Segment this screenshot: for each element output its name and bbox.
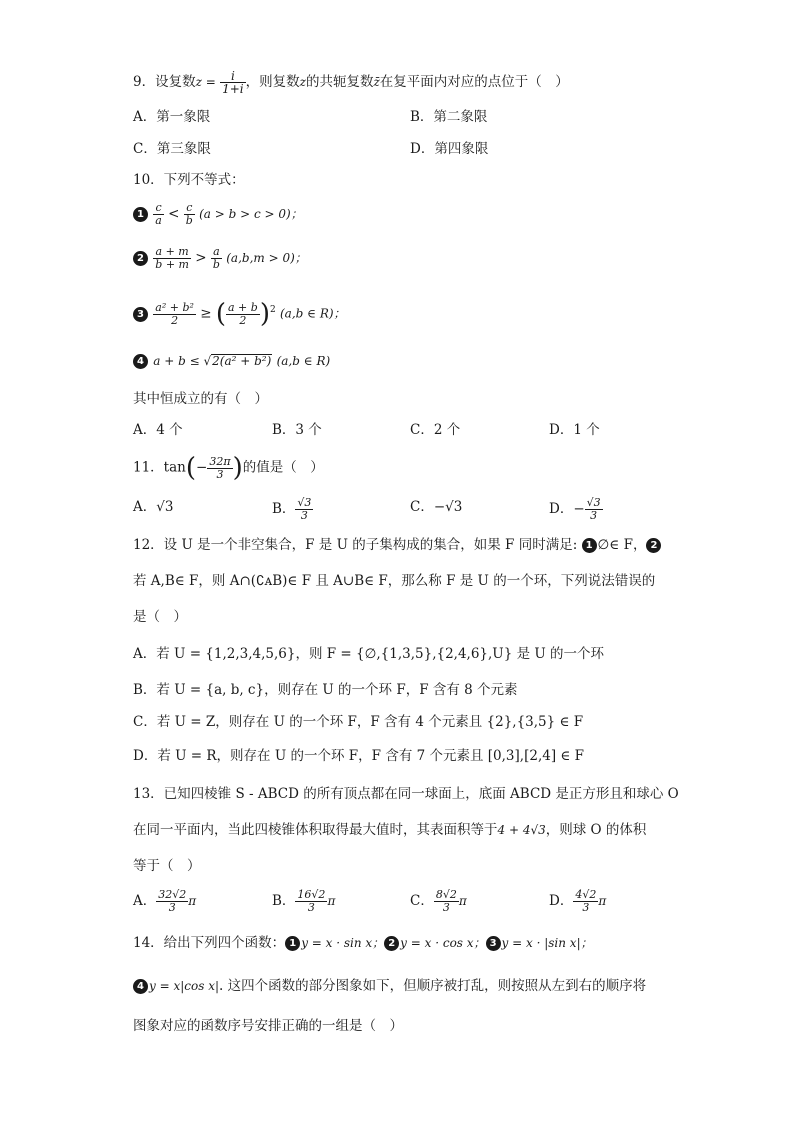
q11-option-c[interactable]: C．−√3	[410, 499, 463, 515]
q12-line-1: 12．设 U 是一个非空集合，F 是 U 的子集构成的集合，如果 F 同时满足: 1 ∅∈ F， 2	[133, 535, 662, 555]
q10-stem: 10．下列不等式：	[133, 172, 245, 188]
q13-line-2: 在同一平面内，当此四棱锥体积取得最大值时，其表面积等于4 + 4√3，则球 O 的体积	[133, 822, 647, 838]
q12-option-c[interactable]: C．若 U = Z，则存在 U 的一个环 F，F 含有 4 个元素且 {2},{3,5} ∈ F	[133, 714, 584, 730]
q10-option-b[interactable]: B．3 个	[272, 422, 322, 438]
q12-line-3: 是（ ）	[133, 609, 187, 625]
q11-option-a[interactable]: A．√3	[133, 499, 174, 515]
q12-line-2: 若 A,B∈ F，则 A∩(∁ᴀB)∈ F 且 A∪B∈ F，那么称 F 是 U 的一个环，下列说法错误的	[133, 573, 656, 589]
q11-stem: 11．tan(− $\frac{32\pi}{3}$ )的值是（ ）	[133, 453, 324, 483]
q10-option-d[interactable]: D．1 个	[549, 422, 600, 438]
q9-option-b[interactable]: B．第二象限	[410, 109, 488, 125]
q12-option-b[interactable]: B．若 U = {a, b, c}，则存在 U 的一个环 F，F 含有 8 个元素	[133, 682, 518, 698]
q10-item-1: 1 $\frac{c}{a}$ < $\frac{c}{b}$ (a > b > c > 0)；	[133, 202, 303, 227]
q13-line-1: 13．已知四棱锥 S - ABCD 的所有顶点都在同一球面上，底面 ABCD 是正方形且和球心 O	[133, 786, 679, 802]
q9-stem: 9．设复数z = $\frac{i}{1+i}$ ，则复数z的共轭复数z̄在复平面内对应的点位于（ ）	[133, 69, 569, 96]
q10-option-c[interactable]: C．2 个	[410, 422, 461, 438]
q9-option-d[interactable]: D．第四象限	[410, 141, 489, 157]
q13-option-a[interactable]: A． $\frac{32√2}{3}$ π	[133, 888, 197, 914]
q9-fraction: $\frac{i}{1+i}$	[222, 69, 244, 96]
q10-question: 其中恒成立的有（ ）	[133, 391, 268, 407]
q12-option-a[interactable]: A．若 U = {1,2,3,4,5,6}，则 F = {∅,{1,3,5},{2,4,6},U} 是 U 的一个环	[133, 646, 605, 662]
q9-option-c[interactable]: C．第三象限	[133, 141, 211, 157]
q10-item-2: 2 $\frac{a + m}{b + m}$ > $\frac{a}{b}$ (a,b,m > 0)；	[133, 246, 307, 271]
q10-item-3: 3 $\frac{\text{a² + b²}}{2}$ ≥ ( $\frac{a + b}{2}$ )$^2$ (a,b ∈ R)；	[133, 300, 346, 327]
q13-line-3: 等于（ ）	[133, 858, 201, 874]
q14-line-2: 4 y = x|cos x|. 这四个函数的部分图象如下，但顺序被打乱，则按照从左到右的顺序将	[133, 976, 646, 996]
q10-item-4: 4 a + b ≤ √2(a² + b²) (a,b ∈ R)	[133, 351, 330, 371]
q11-option-d[interactable]: D．− $\frac{√3}{3}$	[549, 496, 601, 522]
q12-option-d[interactable]: D．若 U = R，则存在 U 的一个环 F，F 含有 7 个元素且 [0,3],[2,4] ∈ F	[133, 748, 585, 764]
q13-option-b[interactable]: B． $\frac{16√2}{3}$ π	[272, 888, 336, 914]
q10-option-a[interactable]: A．4 个	[133, 422, 183, 438]
q14-line-3: 图象对应的函数序号安排正确的一组是（ ）	[133, 1018, 403, 1034]
q11-option-b[interactable]: B． $\frac{√3}{3}$	[272, 496, 312, 522]
q14-line-1: 14．给出下列四个函数： 1 y = x · sin x； 2 y = x · cos x； 3 y = x · |sin x|；	[133, 935, 593, 951]
q13-option-c[interactable]: C． $\frac{8√2}{3}$ π	[410, 888, 467, 914]
q13-option-d[interactable]: D． $\frac{4√2}{3}$ π	[549, 888, 607, 914]
q9-option-a[interactable]: A．第一象限	[133, 109, 211, 125]
